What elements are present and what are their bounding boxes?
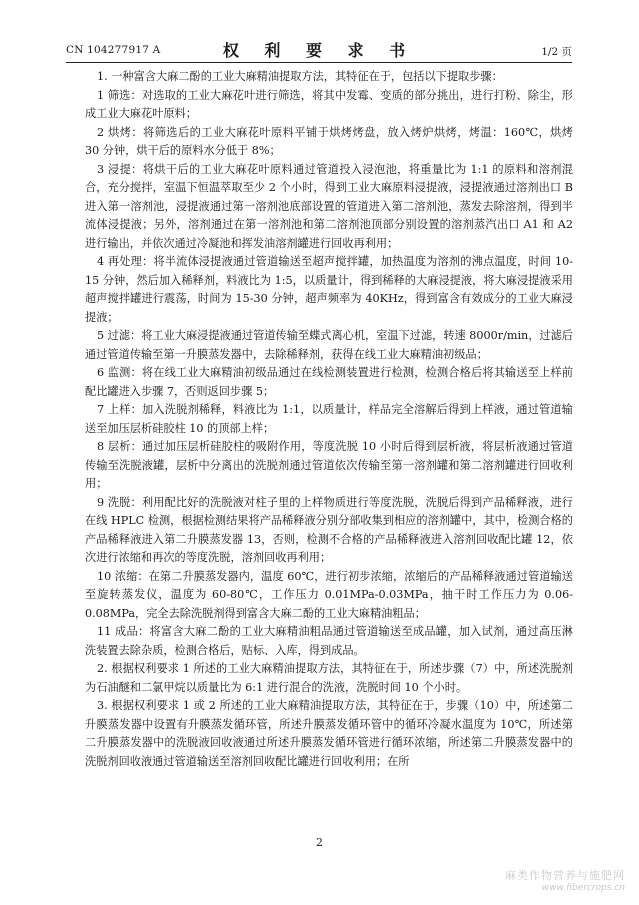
header-divider (66, 62, 572, 63)
page-header (66, 38, 572, 60)
step-9-elution: 9 洗脱：利用配比好的洗脱液对柱子里的上样物质进行等度洗脱，洗脱后得到产品稀释液，进行在线 HPLC 检测，根据检测结果将产品稀释液分别分部收集到相应的溶剂罐中，其中，检测合格的产品稀释液进入第二升膜蒸发器 13，否则，检测不合格的产品稀释液进入溶剂回收配比罐 12，依次进行浓缩和再次的等度洗脱，溶剂回收再利用； (85, 495, 573, 564)
claim-3: 3. 根据权利要求 1 或 2 所述的工业大麻精油提取方法，其特征在于，步骤（10）中，所述第二升膜蒸发器中设置有升膜蒸发循环管，所述升膜蒸发循环管中的循环冷凝水温度为 10℃，所述第二升膜蒸发器中的洗脱液回收液通过所述升膜蒸发循环管进行循环浓缩，所述第二升膜蒸发器中的洗脱剂回收液通过管道输送至溶剂回收配比罐进行回收利用；在所 (85, 699, 573, 768)
document-number: CN 104277917 A (66, 44, 161, 56)
step-6-monitoring: 6 监测：将在线工业大麻精油初级品通过在线检测装置进行检测，检测合格后将其输送至上样前配比罐进入步骤 7，否则返回步骤 5； (85, 366, 573, 398)
step-3-extraction: 3 浸提：将烘干后的工业大麻花叶原料通过管道投入浸泡池，将重量比为 1:1 的原料和溶剂混合，充分搅拌，室温下恒温萃取至少 2 个小时，得到工业大麻原料浸提液，浸提液通过溶剂出口 B 进入第一溶剂池，浸提液通过第一溶剂池底部设置的管道进入第二溶剂池，蒸发去除溶剂，得到半流体浸提液；另外，溶剂通过在第一溶剂池和第二溶剂池顶部分别设置的溶剂蒸汽出口 A1 和 A2 进行输出，并依次通过冷凝池和挥发油溶剂罐进行回收再利用； (85, 162, 573, 250)
step-5-filtration: 5 过滤：将工业大麻浸提液通过管道传输至蝶式离心机，室温下过滤，转速 8000r/min，过滤后通过管道传输至第一升膜蒸发器中，去除稀释剂，获得在线工业大麻精油初级品； (85, 329, 573, 361)
page-indicator: 1/2 页 (541, 46, 572, 58)
page-number: 2 (316, 836, 323, 849)
watermark (505, 870, 625, 894)
claim-1-intro: 1. 一种富含大麻二酚的工业大麻精油提取方法，其特征在于，包括以下提取步骤： (97, 70, 503, 83)
step-11-final-product: 11 成品：将富含大麻二酚的工业大麻精油粗品通过管道输送至成品罐，加入试剂，通过高压淋洗装置去除杂质，检测合格后，贴标、入库，得到成品。 (85, 625, 573, 657)
claim-2: 2. 根据权利要求 1 所述的工业大麻精油提取方法，其特征在于，所述步骤（7）中，所述洗脱剂为石油醚和二氯甲烷以质量比为 6:1 进行混合的洗液，洗脱时间 10 个小时。 (85, 662, 573, 694)
step-1-screening: 1 筛选：对选取的工业大麻花叶进行筛选，将其中发霉、变质的部分挑出，进行打粉、除尘，形成工业大麻花叶原料； (85, 88, 573, 120)
step-8-chromatography: 8 层析：通过加压层析硅胶柱的吸附作用，等度洗脱 10 小时后得到层析液，将层析液通过管道传输至洗脱液罐，层析中分离出的洗脱剂通过管道依次传输至第一溶剂罐和第二溶剂罐进行回收利用； (85, 440, 573, 490)
page-title: 权 利 要 求 书 (222, 41, 416, 60)
watermark-site-name: 麻类作物营养与施肥网 (505, 869, 625, 882)
step-7-loading: 7 上样：加入洗脱剂稀释，料液比为 1:1，以质量计，样品完全溶解后得到上样液，通过管道输送至加压层析硅胶柱 10 的顶部上样； (85, 403, 573, 435)
step-4-reprocessing: 4 再处理：将半流体浸提液通过管道输送至超声搅拌罐，加热温度为溶剂的沸点温度，时间 10-15 分钟，然后加入稀释剂，料液比为 1:5，以质量计，得到稀释的大麻浸提液，将大麻浸提液采用超声搅拌罐进行震荡，时间为 15-30 分钟，超声频率为 40KHz，得到富含有效成分的工业大麻浸提液； (85, 255, 573, 324)
step-10-concentration: 10 浓缩：在第二升膜蒸发器内，温度 60℃，进行初步浓缩，浓缩后的产品稀释液通过管道输送至旋转蒸发仪，温度为 60-80℃，工作压力 0.01MPa-0.03MPa，抽干时工作压力为 0.06-0.08MPa，完全去除洗脱剂得到富含大麻二酚的工业大麻精油粗品； (85, 569, 573, 620)
watermark-url: www.fibercrops.cn (541, 883, 625, 893)
step-2-baking: 2 烘烤：将筛选后的工业大麻花叶原料平铺于烘烤烤盘，放入烤炉烘烤，烤温：160℃，烘烤 30 分钟，烘干后的原料水分低于 8%； (85, 125, 573, 157)
claims-body (85, 68, 573, 771)
